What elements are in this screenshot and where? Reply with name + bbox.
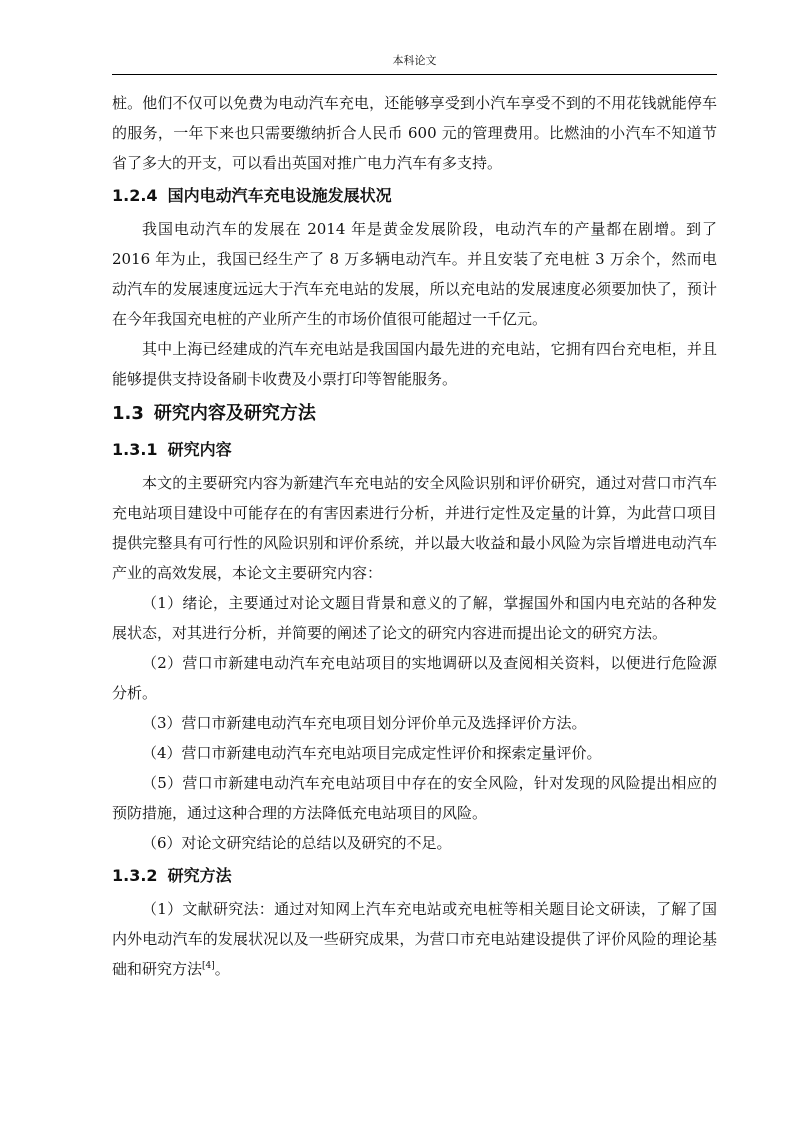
list-item-5: （5）营口市新建电动汽车充电站项目中存在的安全风险，针对发现的风险提出相应的预防措施，通过这种合理的方法降低充电站项目的风险。 [112,774,717,822]
section-number: 1.2.4 [112,186,158,205]
paragraph-uk-support: 桩。他们不仅可以免费为电动汽车充电，还能够享受到小汽车享受不到的不用花钱就能停车的服务，一年下来也只需要缴纳折合人民币 600 元的管理费用。比燃油的小汽车不知道节省了多大的开支，可以看出英国对推广电力汽车有多支持。 [112,94,717,172]
list-item-4: （4）营口市新建电动汽车充电站项目完成定性评价和探索定量评价。 [142,744,602,762]
section-title: 研究内容 [167,440,232,459]
section-heading-1-3-2 [112,860,717,892]
method-text-end: 。 [214,960,230,978]
paragraph-literature-method [112,894,717,984]
section-number: 1.3.2 [112,866,158,885]
paragraph-domestic-development: 我国电动汽车的发展在 2014 年是黄金发展阶段，电动汽车的产量都在剧增。到了 2016 年为止，我国已经生产了 8 万多辆电动汽车。并且安装了充电桩 3 万余个，然而电动汽车的发展速度远远大于汽车充电站的发展，所以充电站的发展速度必须要加快了，预计在今年我国充电桩的产业所产生的市场价值很可能超过一千亿元。 [112,220,717,328]
section-number: 1.3.1 [112,440,158,459]
section-title: 国内电动汽车充电设施发展状况 [167,186,392,205]
list-item-6: （6）对论文研究结论的总结以及研究的不足。 [142,834,452,852]
section-heading-1-3 [112,396,717,432]
method-text: （1）文献研究法：通过对知网上汽车充电站或充电桩等相关题目论文研读，了解了国内外电动汽车的发展状况以及一些研究成果，为营口市充电站建设提供了评价风险的理论基础和研究方法 [112,900,717,978]
document-body [112,88,717,984]
paragraph-shanghai-station: 其中上海已经建成的汽车充电站是我国国内最先进的充电站，它拥有四台充电柜，并且能够提供支持设备刷卡收费及小票打印等智能服务。 [112,340,717,388]
list-item-1: （1）绪论，主要通过对论文题目背景和意义的了解，掌握国外和国内电充站的各种发展状态，对其进行分析，并简要的阐述了论文的研究内容进而提出论文的研究方法。 [112,594,717,642]
list-item-3: （3）营口市新建电动汽车充电项目划分评价单元及选择评价方法。 [142,714,587,732]
page-header [112,54,717,75]
citation-ref: [4] [202,961,215,971]
list-item-2: （2）营口市新建电动汽车充电站项目的实地调研以及查阅相关资料，以便进行危险源分析。 [112,654,717,702]
header-title: 本科论文 [392,54,437,67]
section-heading-1-3-1 [112,434,717,466]
section-heading-1-2-4 [112,180,717,212]
paragraph-research-content: 本文的主要研究内容为新建汽车充电站的安全风险识别和评价研究，通过对营口市汽车充电站项目建设中可能存在的有害因素进行分析，并进行定性及定量的计算，为此营口项目提供完整具有可行性的风险识别和评价系统，并以最大收益和最小风险为宗旨增进电动汽车产业的高效发展，本论文主要研究内容： [112,474,717,582]
section-title: 研究方法 [167,866,232,885]
section-number: 1.3 [112,403,144,424]
section-title: 研究内容及研究方法 [153,403,316,424]
